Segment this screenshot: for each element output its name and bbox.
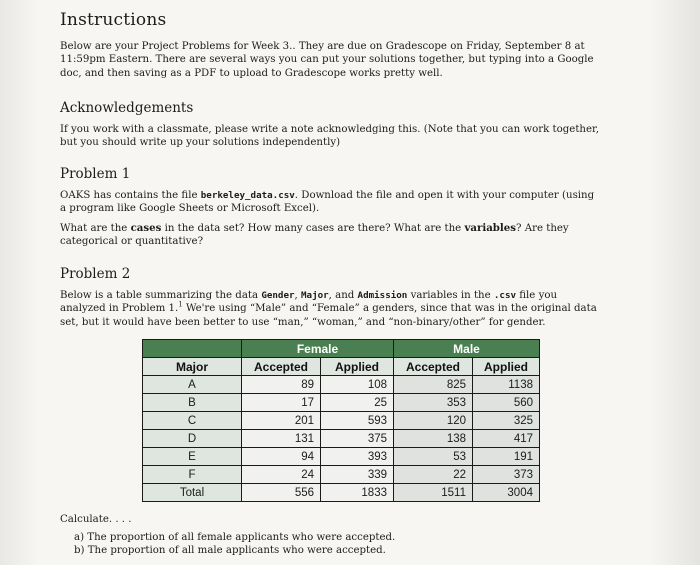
- problem2-paragraph: Below is a table summarizing the data Gender, Major, and Admission variables in the .csv file you analyzed in Problem 1.$^1$ We're using “Male” and “Female” a genders, since that was in the original data set, but it would have been better to use “man,” “woman,” and “non-binary/other” for gender.: [60, 290, 597, 328]
- female-applied-total: 1833: [321, 484, 394, 502]
- variables-term: variables: [464, 222, 517, 234]
- var-major: Major: [301, 290, 329, 301]
- table-column-header-row: [143, 358, 540, 376]
- cases-term: cases: [130, 222, 162, 234]
- table-row: [143, 430, 540, 448]
- major-cell: D: [143, 430, 242, 448]
- group-header-male: Male: [394, 340, 540, 358]
- female-applied-cell: 393: [321, 448, 394, 466]
- total-label-cell: Total: [143, 484, 242, 502]
- major-cell: A: [143, 376, 242, 394]
- female-applied-cell: 25: [321, 394, 394, 412]
- male-applied-cell: 325: [473, 412, 540, 430]
- male-applied-total: 3004: [473, 484, 540, 502]
- male-applied-cell: 191: [473, 448, 540, 466]
- male-accepted-cell: 53: [394, 448, 473, 466]
- female-accepted-cell: 94: [242, 448, 321, 466]
- male-accepted-cell: 138: [394, 430, 473, 448]
- female-accepted-cell: 131: [242, 430, 321, 448]
- male-applied-cell: 560: [473, 394, 540, 412]
- female-accepted-cell: 24: [242, 466, 321, 484]
- calculate-list: [74, 531, 395, 557]
- female-accepted-total: 556: [242, 484, 321, 502]
- problem2-heading: Problem 2: [60, 266, 131, 282]
- major-cell: F: [143, 466, 242, 484]
- male-accepted-cell: 120: [394, 412, 473, 430]
- table-row: [143, 394, 540, 412]
- list-item: b) The proportion of all male applicants who were accepted.: [74, 545, 386, 556]
- column-header-female-accepted: Accepted: [242, 358, 321, 376]
- problem1-heading: Problem 1: [60, 166, 131, 182]
- male-accepted-cell: 825: [394, 376, 473, 394]
- major-cell: E: [143, 448, 242, 466]
- table-corner-cell: [143, 340, 242, 358]
- male-applied-cell: 417: [473, 430, 540, 448]
- male-accepted-cell: 353: [394, 394, 473, 412]
- female-accepted-cell: 201: [242, 412, 321, 430]
- calculate-label: Calculate. . . .: [60, 514, 132, 525]
- major-cell: C: [143, 412, 242, 430]
- column-header-major: Major: [143, 358, 242, 376]
- table-row: [143, 376, 540, 394]
- column-header-female-applied: Applied: [321, 358, 394, 376]
- problem1-paragraph-1: OAKS has contains the file berkeley_data.csv. Download the file and open it with your computer (using a program like Google Sheets or Microsoft Excel).: [60, 190, 595, 215]
- table-row: [143, 466, 540, 484]
- footnote-marker: 1: [178, 300, 183, 309]
- table-total-row: [143, 484, 540, 502]
- female-applied-cell: 375: [321, 430, 394, 448]
- female-applied-cell: 339: [321, 466, 394, 484]
- ack-heading: Acknowledgements: [60, 100, 194, 116]
- table-row: [143, 412, 540, 430]
- male-applied-cell: 373: [473, 466, 540, 484]
- filename-code: berkeley_data.csv: [200, 190, 295, 201]
- female-accepted-cell: 17: [242, 394, 321, 412]
- var-admission: Admission: [357, 290, 408, 301]
- list-item: a) The proportion of all female applicants who were accepted.: [74, 532, 396, 543]
- problem1-paragraph-2: What are the cases in the data set? How many cases are there? What are the variables? Are they categorical or quantitative?: [60, 222, 569, 248]
- column-header-male-applied: Applied: [473, 358, 540, 376]
- page-title: Instructions: [60, 10, 167, 30]
- male-applied-cell: 1138: [473, 376, 540, 394]
- female-applied-cell: 593: [321, 412, 394, 430]
- ack-paragraph: If you work with a classmate, please write a note acknowledging this. (Note that you can work together, but you should write up your solutions independently): [60, 124, 600, 149]
- table-group-header-row: [143, 340, 540, 358]
- major-cell: B: [143, 394, 242, 412]
- column-header-male-accepted: Accepted: [394, 358, 473, 376]
- female-accepted-cell: 89: [242, 376, 321, 394]
- male-accepted-total: 1511: [394, 484, 473, 502]
- intro-paragraph: Below are your Project Problems for Week 3.. They are due on Gradescope on Friday, September 8 at 11:59pm Eastern. There are several ways you can put your solutions together, but typing into a Google doc, and then saving as a PDF to upload to Gradescope works pretty well.: [60, 41, 594, 79]
- female-applied-cell: 108: [321, 376, 394, 394]
- table-row: [143, 448, 540, 466]
- var-gender: Gender: [261, 290, 295, 301]
- male-accepted-cell: 22: [394, 466, 473, 484]
- group-header-female: Female: [242, 340, 394, 358]
- admissions-table: [142, 339, 540, 502]
- csv-extension: .csv: [493, 290, 517, 301]
